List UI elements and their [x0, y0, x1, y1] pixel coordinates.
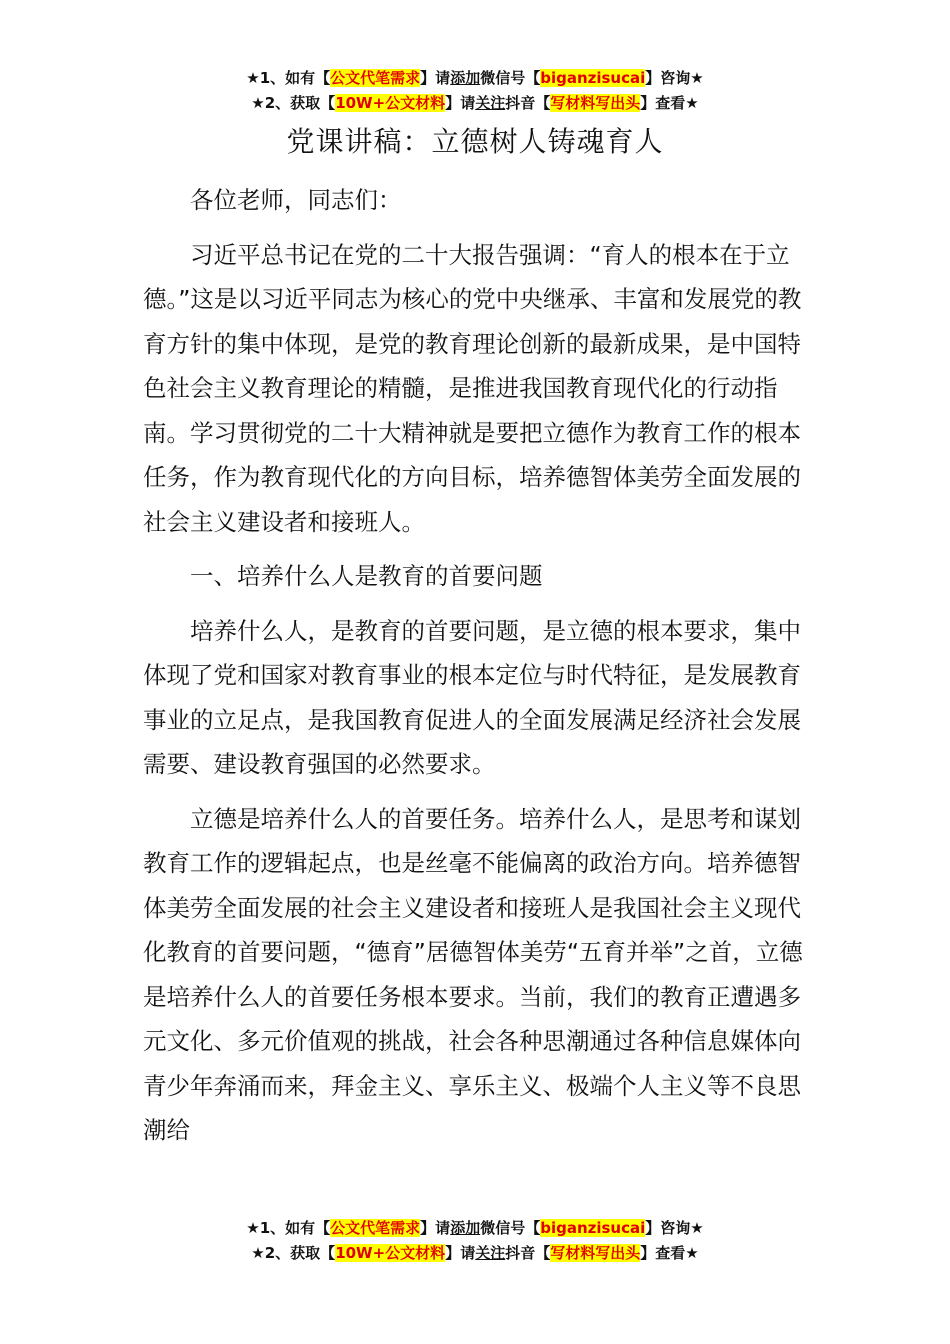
footer-banner — [0, 1216, 950, 1266]
page-title: 党课讲稿：立德树人铸魂育人 — [286, 125, 664, 158]
header-banner — [0, 66, 950, 116]
banner-line-1 — [0, 66, 950, 91]
banner-line-2 — [0, 1241, 950, 1266]
document-body — [143, 178, 823, 1153]
banner-line-2 — [0, 91, 950, 116]
banner-highlight: 公文代笔需求 — [330, 69, 421, 87]
banner-text: 抖音【 — [505, 1244, 551, 1262]
banner-text: ★1、如有【 — [246, 1219, 331, 1237]
banner-text: 】请 — [420, 69, 451, 87]
banner-text: ★2、获取【 — [251, 94, 336, 112]
paragraph: 习近平总书记在党的二十大报告强调：“育人的根本在于立德。”这是以习近平同志为核心的党中央继承、丰富和发展党的教育方针的集中体现，是党的教育理论创新的最新成果，是中国特色社会主义教育理论的精髓，是推进我国教育现代化的行动指南。学习贯彻党的二十大精神就是要把立德作为教育工作的根本任务，作为教育现代化的方向目标，培养德智体美劳全面发展的社会主义建设者和接班人。 — [143, 240, 802, 536]
banner-text: ★1、如有【 — [246, 69, 331, 87]
banner-text: 微信号【 — [480, 1219, 541, 1237]
banner-text: 抖音【 — [505, 94, 551, 112]
banner-emphasis: 关注 — [475, 94, 506, 112]
banner-text: 】请 — [420, 1219, 451, 1237]
banner-emphasis: 关注 — [475, 1244, 506, 1262]
paragraph: 培养什么人，是教育的首要问题，是立德的根本要求，集中体现了党和国家对教育事业的根本定位与时代特征，是发展教育事业的立足点，是我国教育促进人的全面发展满足经济社会发展需要、建设教育强国的必然要求。 — [143, 616, 801, 778]
banner-highlight: 10W+公文材料 — [335, 1244, 446, 1262]
banner-highlight: 公文代笔需求 — [330, 1219, 421, 1237]
banner-highlight: 10W+公文材料 — [335, 94, 446, 112]
banner-text: 】查看★ — [640, 94, 699, 112]
banner-highlight: biganzisucai — [540, 69, 646, 87]
banner-text: 】请 — [445, 1244, 476, 1262]
section-heading: 一、培养什么人是教育的首要问题 — [190, 562, 543, 590]
banner-emphasis: 添加 — [450, 1219, 481, 1237]
banner-text: 】咨询★ — [645, 1219, 704, 1237]
banner-text: ★2、获取【 — [251, 1244, 336, 1262]
banner-highlight: 写材料写出头 — [550, 1244, 641, 1262]
banner-text: 】查看★ — [640, 1244, 699, 1262]
banner-emphasis: 添加 — [450, 69, 481, 87]
banner-text: 】咨询★ — [645, 69, 704, 87]
banner-highlight: biganzisucai — [540, 1219, 646, 1237]
paragraph: 立德是培养什么人的首要任务。培养什么人，是思考和谋划教育工作的逻辑起点，也是丝毫不能偏离的政治方向。培养德智体美劳全面发展的社会主义建设者和接班人是我国社会主义现代化教育的首要问题，“德育”居德智体美劳“五育并举”之首，立德是培养什么人的首要任务根本要求。当前，我们的教育正遭遇多元文化、多元价值观的挑战，社会各种思潮通过各种信息媒体向青少年奔涌而来，拜金主义、享乐主义、极端个人主义等不良思潮给 — [143, 804, 803, 1144]
banner-text: 微信号【 — [480, 69, 541, 87]
banner-highlight: 写材料写出头 — [550, 94, 641, 112]
banner-text: 】请 — [445, 94, 476, 112]
banner-line-1 — [0, 1216, 950, 1241]
salutation: 各位老师，同志们： — [190, 186, 402, 214]
